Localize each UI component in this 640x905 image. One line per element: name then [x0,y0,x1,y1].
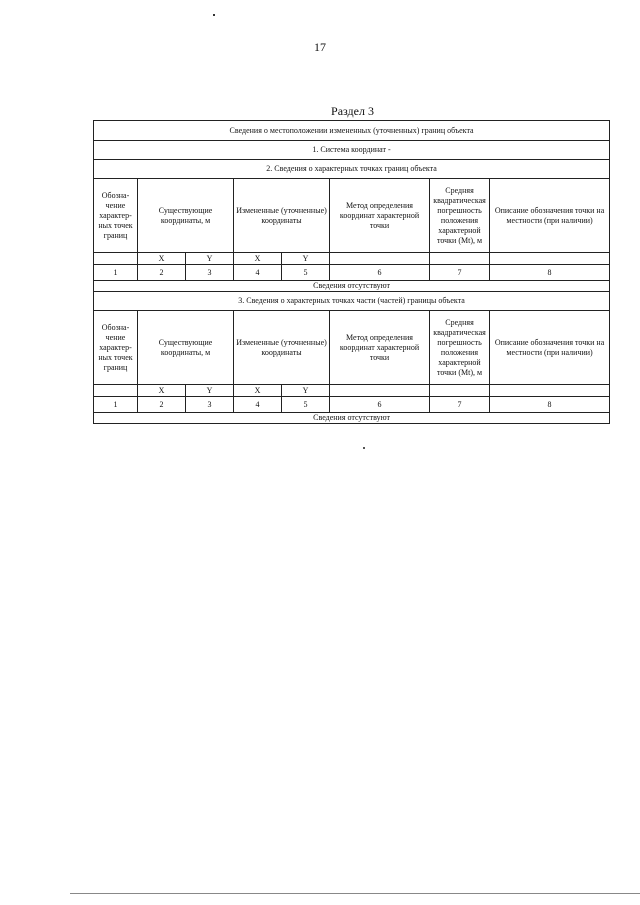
header-description: Описание обозначения точки на местности (при наличии) [490,311,610,385]
header-existing-coords: Существующие координаты, м [138,179,234,253]
header-description: Описание обозначения точки на местности (при наличии) [490,179,610,253]
header-y: Y [186,253,234,265]
block2-title: 3. Сведения о характерных точках части (частей) границы объекта [94,292,610,311]
column-number: 7 [430,265,490,281]
header-existing-coords: Существующие координаты, м [138,311,234,385]
column-number: 7 [430,397,490,413]
header-y: Y [282,253,330,265]
xy-empty [330,253,430,265]
xy-empty [94,253,138,265]
xy-empty [430,253,490,265]
coordinate-system: 1. Система координат - [94,141,610,160]
header-x: X [138,385,186,397]
column-number: 1 [94,397,138,413]
column-number: 5 [282,397,330,413]
column-number: 6 [330,265,430,281]
column-number: 6 [330,397,430,413]
header-x: X [234,253,282,265]
header-method: Метод определения координат характерной точки [330,311,430,385]
xy-empty [94,385,138,397]
header-x: X [138,253,186,265]
no-data-note: Сведения отсутствуют [94,281,610,292]
header-y: Y [186,385,234,397]
column-number: 8 [490,265,610,281]
column-number: 8 [490,397,610,413]
header-x: X [234,385,282,397]
column-number: 3 [186,397,234,413]
xy-empty [330,385,430,397]
column-number: 5 [282,265,330,281]
scan-speck [363,447,365,449]
table-title: Сведения о местоположении измененных (уточненных) границ объекта [94,121,610,141]
header-accuracy: Средняя квадратическая погрешность положения характерной точки (Mt), м [430,179,490,253]
column-number: 1 [94,265,138,281]
column-number: 4 [234,397,282,413]
scan-speck [213,14,215,16]
block1-title: 2. Сведения о характерных точках границ объекта [94,160,610,179]
no-data-note: Сведения отсутствуют [94,413,610,424]
xy-empty [490,385,610,397]
column-number: 3 [186,265,234,281]
scan-edge-line [70,893,640,894]
page-number: 17 [314,40,326,54]
boundary-info-table [93,120,609,424]
header-accuracy: Средняя квадратическая погрешность положения характерной точки (Mt), м [430,311,490,385]
header-changed-coords: Измененные (уточненные) координаты [234,179,330,253]
section-title: Раздел 3 [331,104,374,118]
header-method: Метод определения координат характерной точки [330,179,430,253]
column-number: 2 [138,265,186,281]
header-point-designation: Обозна-чение характер-ных точек границ [94,179,138,253]
header-changed-coords: Измененные (уточненные) координаты [234,311,330,385]
column-number: 2 [138,397,186,413]
xy-empty [490,253,610,265]
xy-empty [430,385,490,397]
header-y: Y [282,385,330,397]
column-number: 4 [234,265,282,281]
header-point-designation: Обозна-чение характер-ных точек границ [94,311,138,385]
table-grid [93,120,610,424]
